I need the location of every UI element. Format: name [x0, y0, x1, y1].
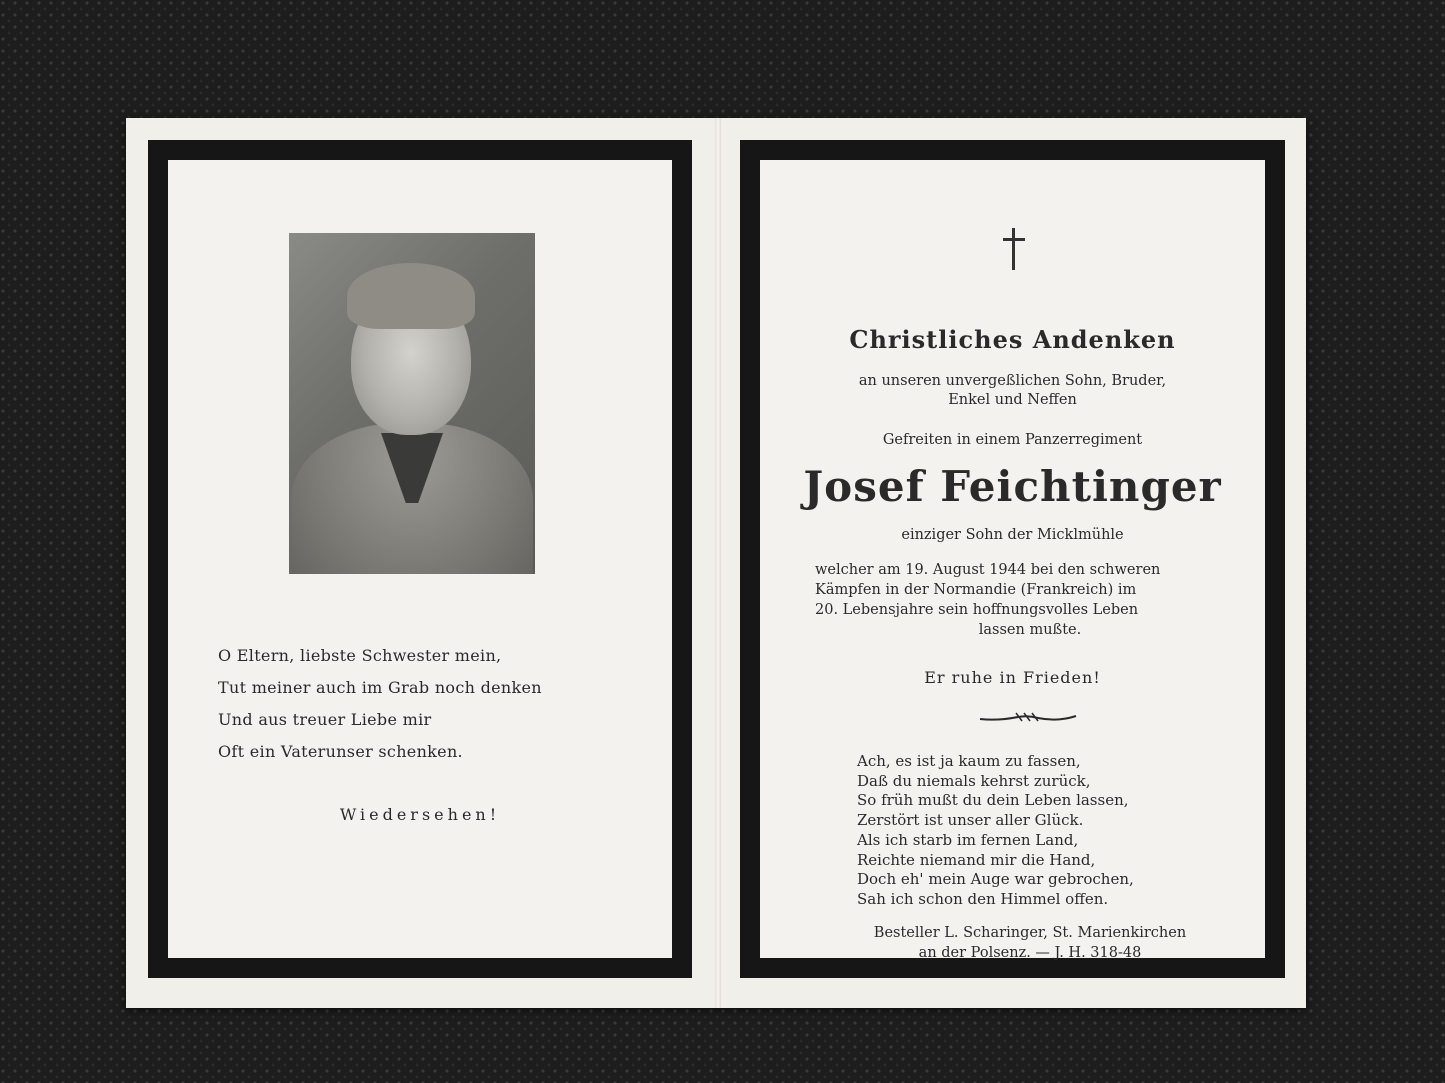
imprint-line: an der Polsenz. — J. H. 318-48: [918, 945, 1142, 961]
left-poem: [218, 640, 638, 768]
rest-in-peace: Er ruhe in Frieden!: [924, 668, 1101, 687]
ornament-divider-icon: [978, 710, 1078, 724]
dedication: [760, 372, 1265, 410]
dedication-line: Enkel und Neffen: [948, 392, 1077, 408]
imprint-line: Besteller L. Scharinger, St. Marienkirchen: [873, 925, 1187, 941]
right-mourning-border: [740, 140, 1285, 978]
poem-line: Reichte niemand mir die Hand,: [857, 850, 1096, 869]
memorial-card: [126, 118, 1306, 1008]
notice-line: lassen mußte.: [978, 622, 1082, 638]
military-rank: Gefreiten in einem Panzerregiment: [882, 432, 1143, 448]
poem-line: Sah ich schon den Himmel offen.: [857, 889, 1109, 908]
farewell-text: Wiedersehen!: [339, 805, 501, 824]
poem-line: Und aus treuer Liebe mir: [218, 710, 432, 729]
poem-line: Daß du niemals kehrst zurück,: [857, 771, 1091, 790]
deceased-name: Josef Feichtinger: [803, 462, 1222, 511]
card-fold: [715, 118, 721, 1008]
poem-line: Tut meiner auch im Grab noch denken: [218, 678, 542, 697]
poem-line: Oft ein Vaterunser schenken.: [218, 742, 463, 761]
right-page: [760, 160, 1265, 961]
poem-line: So früh mußt du dein Leben lassen,: [857, 791, 1129, 810]
notice-line: welcher am 19. August 1944 bei den schweren: [815, 562, 1161, 578]
poem-line: Zerstört ist unser aller Glück.: [857, 811, 1084, 830]
notice-line: Kämpfen in der Normandie (Frankreich) im: [815, 582, 1137, 598]
cross-icon: [1002, 228, 1026, 270]
poem-line: Ach, es ist ja kaum zu fassen,: [857, 752, 1081, 770]
portrait-hair: [347, 263, 475, 329]
right-poem: [857, 752, 1197, 910]
dedication-line: an unseren unvergeßlichen Sohn, Bruder,: [858, 373, 1167, 389]
notice-line: 20. Lebensjahre sein hoffnungsvolles Leben: [815, 602, 1139, 618]
left-mourning-border: [148, 140, 692, 978]
poem-line: O Eltern, liebste Schwester mein,: [218, 646, 502, 665]
printer-imprint: [805, 923, 1255, 963]
soldier-portrait-photo: [289, 233, 535, 574]
poem-line: Doch eh' mein Auge war gebrochen,: [857, 870, 1134, 889]
poem-line: Als ich starb im fernen Land,: [857, 830, 1079, 849]
death-notice: [815, 560, 1245, 640]
card-heading: Christliches Andenken: [849, 325, 1176, 354]
left-page: [168, 160, 672, 958]
family-subtitle: einziger Sohn der Micklmühle: [901, 527, 1124, 543]
